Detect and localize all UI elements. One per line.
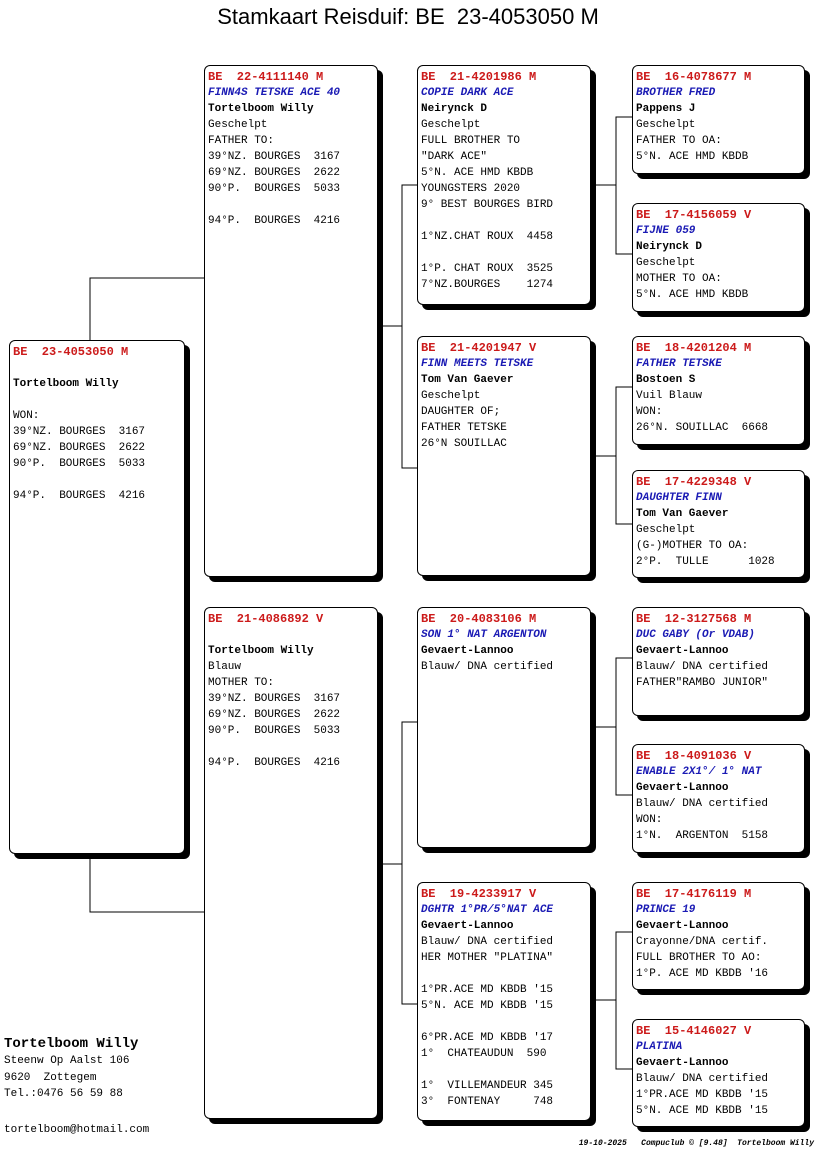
info-line: 90°P. BOURGES 5033 [13, 458, 146, 470]
ring-number: BE 17-4176119 M [636, 887, 752, 901]
info-line: WON: [636, 814, 663, 826]
ring-number: BE 17-4229348 V [636, 475, 752, 489]
pedigree-card-fff[interactable] [632, 65, 805, 174]
info-line: 9° BEST BOURGES BIRD [421, 199, 554, 211]
ring-number: BE 20-4083106 M [421, 612, 537, 626]
breeder-name: Bostoen S [636, 374, 696, 386]
pedigree-card-fmf[interactable] [632, 336, 805, 445]
pedigree-card-father-mother[interactable] [417, 336, 591, 576]
blank-line [421, 1014, 590, 1030]
breeder-name: Gevaert-Lannoo [421, 920, 514, 932]
info-line: DAUGHTER OF; [421, 406, 501, 418]
info-line: Crayonne/DNA certif. [636, 936, 769, 948]
info-line: 5°N. ACE HMD KBDB [421, 167, 534, 179]
ring-number: BE 18-4091036 V [636, 749, 752, 763]
owner-city: 9620 Zottegem [4, 1071, 97, 1084]
breeder-name: Gevaert-Lannoo [636, 1057, 729, 1069]
info-line: Geschelpt [421, 390, 481, 402]
owner-phone: Tel.:0476 56 59 88 [4, 1088, 123, 1100]
ring-number: BE 23-4053050 M [13, 345, 129, 359]
ring-number: BE 12-3127568 M [636, 612, 752, 626]
info-line: 1°P. CHAT ROUX 3525 [421, 263, 554, 275]
info-line: 1°PR.ACE MD KBDB '15 [421, 984, 554, 996]
pigeon-name: PRINCE 19 [636, 904, 696, 916]
info-line: 39°NZ. BOURGES 3167 [13, 426, 146, 438]
info-line: Blauw/ DNA certified [421, 936, 554, 948]
breeder-name: Gevaert-Lannoo [636, 645, 729, 657]
info-line: FATHER TO OA: [636, 135, 722, 147]
pigeon-name [13, 360, 184, 376]
pigeon-name: SON 1° NAT ARGENTON [421, 629, 547, 641]
pigeon-name [208, 627, 377, 643]
info-line: 94°P. BOURGES 4216 [208, 215, 341, 227]
ring-number: BE 21-4086892 V [208, 612, 324, 626]
pedigree-card-ffm[interactable] [632, 203, 805, 312]
info-line: Blauw/ DNA certified [636, 1073, 769, 1085]
blank-line [421, 245, 590, 261]
info-line: 69°NZ. BOURGES 2622 [13, 442, 146, 454]
info-line: YOUNGSTERS 2020 [421, 183, 521, 195]
breeder-name: Pappens J [636, 103, 696, 115]
pedigree-card-mmf[interactable] [632, 882, 805, 990]
breeder-name: Tom Van Gaever [421, 374, 514, 386]
pigeon-name: FIJNE 059 [636, 225, 696, 237]
breeder-name: Neirynck D [636, 241, 703, 253]
info-line: 1°N. ARGENTON 5158 [636, 830, 769, 842]
info-line: Blauw [208, 661, 242, 673]
info-line: 90°P. BOURGES 5033 [208, 183, 341, 195]
pedigree-card-fmm[interactable] [632, 470, 805, 578]
info-line: 39°NZ. BOURGES 3167 [208, 693, 341, 705]
info-line: WON: [13, 410, 40, 422]
pedigree-card-father[interactable] [204, 65, 378, 577]
info-line: FULL BROTHER TO AO: [636, 952, 762, 964]
info-line: 5°N. ACE HMD KBDB [636, 289, 749, 301]
breeder-name: Tortelboom Willy [208, 103, 314, 115]
ring-number: BE 18-4201204 M [636, 341, 752, 355]
info-line: FATHER TETSKE [421, 422, 507, 434]
info-line: 39°NZ. BOURGES 3167 [208, 151, 341, 163]
breeder-name: Tom Van Gaever [636, 508, 729, 520]
pedigree-card-subject[interactable] [9, 340, 185, 854]
info-line: 3° FONTENAY 748 [421, 1096, 554, 1108]
breeder-name: Tortelboom Willy [208, 645, 314, 657]
blank-line [208, 197, 377, 213]
info-line: 69°NZ. BOURGES 2622 [208, 167, 341, 179]
info-line: Geschelpt [636, 257, 696, 269]
info-line: "DARK ACE" [421, 151, 488, 163]
info-line: 2°P. TULLE 1028 [636, 556, 775, 568]
pigeon-name: COPIE DARK ACE [421, 87, 514, 99]
info-line: 94°P. BOURGES 4216 [13, 490, 146, 502]
info-line: HER MOTHER "PLATINA" [421, 952, 554, 964]
info-line: 7°NZ.BOURGES 1274 [421, 279, 554, 291]
pigeon-name: FATHER TETSKE [636, 358, 722, 370]
ring-number: BE 15-4146027 V [636, 1024, 752, 1038]
breeder-name: Gevaert-Lannoo [421, 645, 514, 657]
pedigree-card-mff[interactable] [632, 607, 805, 716]
blank-line [421, 213, 590, 229]
ring-number: BE 22-4111140 M [208, 70, 324, 84]
info-line: 1°PR.ACE MD KBDB '15 [636, 1089, 769, 1101]
pigeon-name: DGHTR 1°PR/5°NAT ACE [421, 904, 554, 916]
pigeon-name: FINN4S TETSKE ACE 40 [208, 87, 341, 99]
blank-line [13, 392, 184, 408]
info-line: FATHER"RAMBO JUNIOR" [636, 677, 769, 689]
pedigree-card-mfm[interactable] [632, 744, 805, 853]
info-line: MOTHER TO: [208, 677, 275, 689]
info-line: (G-)MOTHER TO OA: [636, 540, 749, 552]
info-line: Vuil Blauw [636, 390, 703, 402]
breeder-name: Neirynck D [421, 103, 488, 115]
owner-email[interactable]: tortelboom@hotmail.com [4, 1124, 150, 1136]
pedigree-card-mmm[interactable] [632, 1019, 805, 1127]
pigeon-name: DAUGHTER FINN [636, 492, 722, 504]
info-line: Blauw/ DNA certified [421, 661, 554, 673]
info-line: Geschelpt [636, 119, 696, 131]
info-line: 6°PR.ACE MD KBDB '17 [421, 1032, 554, 1044]
blank-line [208, 739, 377, 755]
info-line: 1°NZ.CHAT ROUX 4458 [421, 231, 554, 243]
info-line: 90°P. BOURGES 5033 [208, 725, 341, 737]
pigeon-name: BROTHER FRED [636, 87, 716, 99]
info-line: 1° CHATEAUDUN 590 [421, 1048, 547, 1060]
info-line: Geschelpt [421, 119, 481, 131]
blank-line [13, 472, 184, 488]
ring-number: BE 21-4201947 V [421, 341, 537, 355]
info-line: Geschelpt [636, 524, 696, 536]
pigeon-name: FINN MEETS TETSKE [421, 358, 534, 370]
info-line: Blauw/ DNA certified [636, 798, 769, 810]
blank-line [421, 966, 590, 982]
info-line: 26°N. SOUILLAC 6668 [636, 422, 769, 434]
ring-number: BE 16-4078677 M [636, 70, 752, 84]
pigeon-name: ENABLE 2X1°/ 1° NAT [636, 766, 762, 778]
info-line: 69°NZ. BOURGES 2622 [208, 709, 341, 721]
ring-number: BE 21-4201986 M [421, 70, 537, 84]
breeder-name: Gevaert-Lannoo [636, 920, 729, 932]
blank-line [421, 1062, 590, 1078]
info-line: Geschelpt [208, 119, 268, 131]
pedigree-card-mother-father[interactable] [417, 607, 591, 848]
info-line: 5°N. ACE MD KBDB '15 [636, 1105, 769, 1117]
pigeon-name: PLATINA [636, 1041, 683, 1053]
info-line: 94°P. BOURGES 4216 [208, 757, 341, 769]
info-line: FATHER TO: [208, 135, 275, 147]
info-line: FULL BROTHER TO [421, 135, 521, 147]
pigeon-name: DUC GABY (Or VDAB) [636, 629, 755, 641]
page-title: Stamkaart Reisduif: BE 23-4053050 M [217, 4, 599, 29]
breeder-name: Tortelboom Willy [13, 378, 119, 390]
info-line: 26°N SOUILLAC [421, 438, 507, 450]
pedigree-card-mother-mother[interactable] [417, 882, 591, 1121]
info-line: Blauw/ DNA certified [636, 661, 769, 673]
footer-credit: 19-10-2025 Compuclub © [9.48] Tortelboom Willy [578, 1139, 814, 1148]
info-line: 5°N. ACE MD KBDB '15 [421, 1000, 554, 1012]
ring-number: BE 19-4233917 V [421, 887, 537, 901]
info-line: MOTHER TO OA: [636, 273, 722, 285]
breeder-name: Gevaert-Lannoo [636, 782, 729, 794]
owner-block [4, 1035, 138, 1103]
info-line: 5°N. ACE HMD KBDB [636, 151, 749, 163]
owner-address: Steenw Op Aalst 106 [4, 1055, 130, 1067]
pedigree-card-father-father[interactable] [417, 65, 591, 305]
info-line: 1°P. ACE MD KBDB '16 [636, 968, 769, 980]
pedigree-card-mother[interactable] [204, 607, 378, 1119]
info-line: 1° VILLEMANDEUR 345 [421, 1080, 554, 1092]
info-line: WON: [636, 406, 663, 418]
ring-number: BE 17-4156059 V [636, 208, 752, 222]
owner-name: Tortelboom Willy [4, 1036, 139, 1052]
